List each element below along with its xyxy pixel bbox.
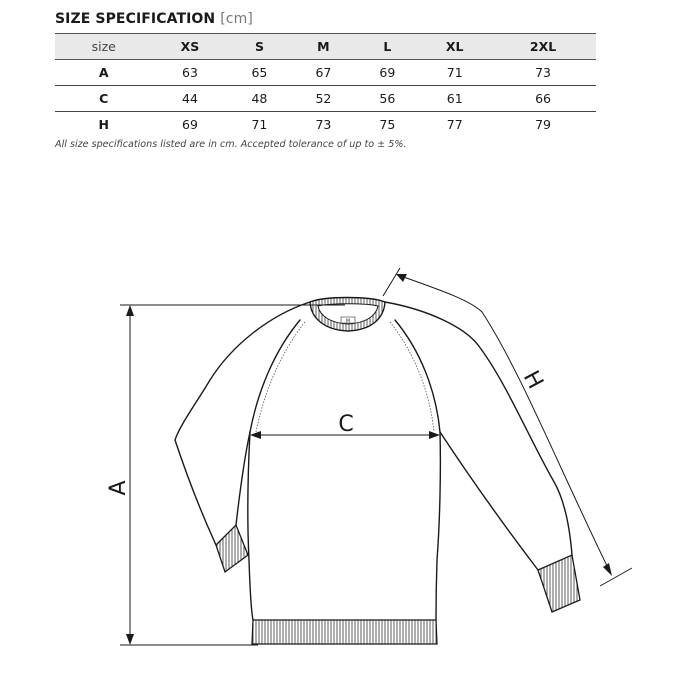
table-cell: 48 (227, 86, 291, 112)
title-text: SIZE SPECIFICATION (55, 11, 216, 27)
row-label: H (98, 117, 109, 132)
table-cell: 73 (315, 117, 332, 132)
header-size-m: M (291, 34, 355, 60)
table-cell: 73 (490, 60, 596, 86)
table-cell: 61 (419, 86, 490, 112)
label-c: C (338, 412, 354, 437)
right-cuff (538, 555, 580, 612)
table-cell: 77 (446, 117, 463, 132)
header-size-2xl: 2XL (490, 34, 596, 60)
hem-band (252, 620, 437, 644)
table-cell: 67 (291, 60, 355, 86)
label-a: A (106, 480, 131, 496)
table-cell: 52 (291, 86, 355, 112)
measurement-a (120, 305, 345, 645)
header-size-xl: XL (419, 34, 490, 60)
row-label: C (55, 86, 153, 112)
table-cell: 65 (227, 60, 291, 86)
table-cell: 66 (490, 86, 596, 112)
row-label: A (55, 60, 153, 86)
left-cuff (216, 525, 248, 572)
table-cell: 79 (535, 117, 552, 132)
sweatshirt-outline (175, 302, 572, 620)
table-cell: 69 (182, 117, 198, 132)
table-cell: 63 (153, 60, 228, 86)
tolerance-note: All size specifications listed are in cm. Accepted tolerance of up to ± 5%. (55, 139, 407, 150)
header-size-l: L (355, 34, 419, 60)
table-cell: 69 (355, 60, 419, 86)
table-cell: 71 (419, 60, 490, 86)
header-size-xs: XS (153, 34, 228, 60)
measurement-h (383, 268, 632, 586)
table-cell: 75 (379, 117, 396, 132)
collar-rib (310, 298, 385, 332)
header-size-s: S (227, 34, 291, 60)
label-h: H (517, 366, 548, 394)
header-size-label: size (55, 34, 153, 60)
table-cell: 56 (355, 86, 419, 112)
title-unit: [cm] (220, 11, 253, 27)
table-cell: 71 (251, 117, 268, 132)
table-cell: 44 (153, 86, 228, 112)
neck-tag-label: M (345, 318, 351, 325)
